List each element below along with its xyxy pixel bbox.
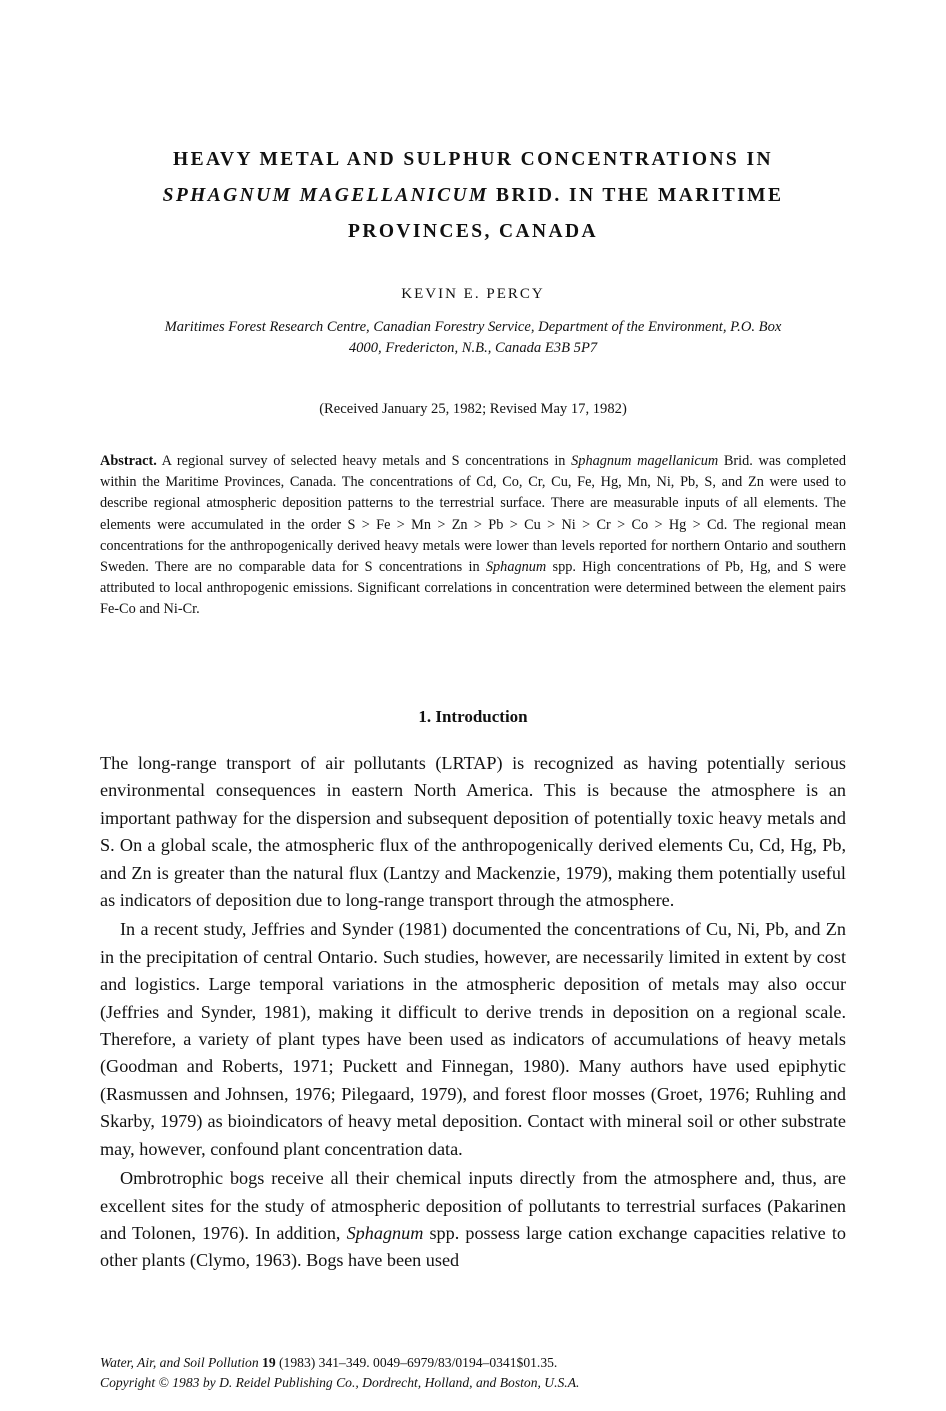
abstract-text-3: spp. High concentrations of Pb, Hg, and S were attributed to local anthropogenic emissions. Significant correlations in concentration were determined between the element pairs Fe-Co and Ni-Cr. (100, 559, 846, 618)
title-line-3: PROVINCES, CANADA (348, 221, 598, 242)
abstract-species-1: Sphagnum magellanicum (571, 453, 719, 469)
paragraph-3-text-b: spp. possess large cation exchange capacities relative to other plants (Clymo, 1963). Bogs have been used (100, 1222, 846, 1271)
page-footer (100, 1353, 846, 1393)
copyright-notice: Copyright © 1983 by D. Reidel Publishing Co., Dordrecht, Holland, and Boston, U.S.A. (100, 1375, 580, 1390)
paragraph-3-species: Sphagnum (346, 1222, 424, 1243)
introduction-body (100, 750, 846, 1275)
abstract (100, 451, 846, 621)
abstract-label: Abstract. (100, 453, 157, 469)
journal-citation: (1983) 341–349. 0049–6979/83/0194–0341$01.35. (275, 1355, 558, 1370)
title-line-2-rest: BRID. IN THE MARITIME (488, 185, 784, 206)
title-line-1: HEAVY METAL AND SULPHUR CONCENTRATIONS IN (173, 149, 773, 170)
abstract-text-1: A regional survey of selected heavy metals and S concentrations in (156, 453, 572, 469)
paragraph-1: The long-range transport of air pollutants (LRTAP) is recognized as having potentially serious environmental consequences in eastern North America. This is because the atmosphere is an important pathway for the dispersion and subsequent deposition of potentially toxic heavy metals and S. On a global scale, the atmospheric flux of the anthropogenically derived elements Cu, Cd, Hg, Pb, and Zn is greater than the natural flux (Lantzy and Mackenzie, 1979), making them potentially useful as indicators of deposition due to long-range transport through the atmosphere. (100, 753, 846, 911)
paper-title (100, 142, 846, 250)
received-dates: (Received January 25, 1982; Revised May 17, 1982) (319, 401, 627, 417)
affiliation-line-2: 4000, Fredericton, N.B., Canada E3B 5P7 (348, 340, 598, 356)
paragraph-3-text-a: Ombrotrophic bogs receive all their chemical inputs directly from the atmosphere and, thus, are excellent sites for the study of atmospheric deposition of pollutants to terrestrial surfaces (Pakarinen and Tolonen, 1976). In addition, (100, 1168, 846, 1243)
journal-name: Water, Air, and Soil Pollution (100, 1355, 259, 1370)
section-heading-introduction: 1. Introduction (418, 707, 528, 726)
journal-volume: 19 (262, 1355, 276, 1370)
paragraph-2: In a recent study, Jeffries and Synder (1981) documented the concentrations of Cu, Ni, Pb, and Zn in the precipitation of central Ontario. Such studies, however, are necessarily limited in extent by cost and logistics. Large temporal variations in the atmospheric deposition of metals may also occur (Jeffries and Synder, 1981), making it difficult to derive trends in deposition on a regional scale. Therefore, a variety of plant types have been used as indicators of accumulations of heavy metals (Goodman and Roberts, 1971; Puckett and Finnegan, 1980). Many authors have used epiphytic (Rasmussen and Johnsen, 1976; Pilegaard, 1979), and forest floor mosses (Groet, 1976; Ruhling and Skarby, 1979) as bioindicators of heavy metal deposition. Contact with mineral soil or other substrate may, however, confound plant concentration data. (100, 919, 846, 1159)
abstract-species-2: Sphagnum (485, 559, 547, 576)
paragraph-3 (100, 1165, 846, 1275)
affiliation-line-1: Maritimes Forest Research Centre, Canadian Forestry Service, Department of the Environment, P.O. Box (164, 319, 782, 335)
author-name: KEVIN E. PERCY (401, 286, 545, 302)
title-species-name: SPHAGNUM MAGELLANICUM (162, 185, 489, 206)
abstract-text-2: Brid. was completed within the Maritime Provinces, Canada. The concentrations of Cd, Co, Cr, Cu, Fe, Hg, Mn, Ni, Pb, S, and Zn were used to describe regional atmospheric deposition patterns to the terrestrial surface. There are measurable inputs of all elements. The elements were accumulated in the order S > Fe > Mn > Zn > Pb > Cu > Ni > Cr > Co > Hg > Cd. The regional mean concentrations for the anthropogenically derived heavy metals were lower than levels reported for northern Ontario and southern Sweden. There are no comparable data for S concentrations in (100, 453, 846, 576)
author-affiliation (100, 317, 846, 359)
